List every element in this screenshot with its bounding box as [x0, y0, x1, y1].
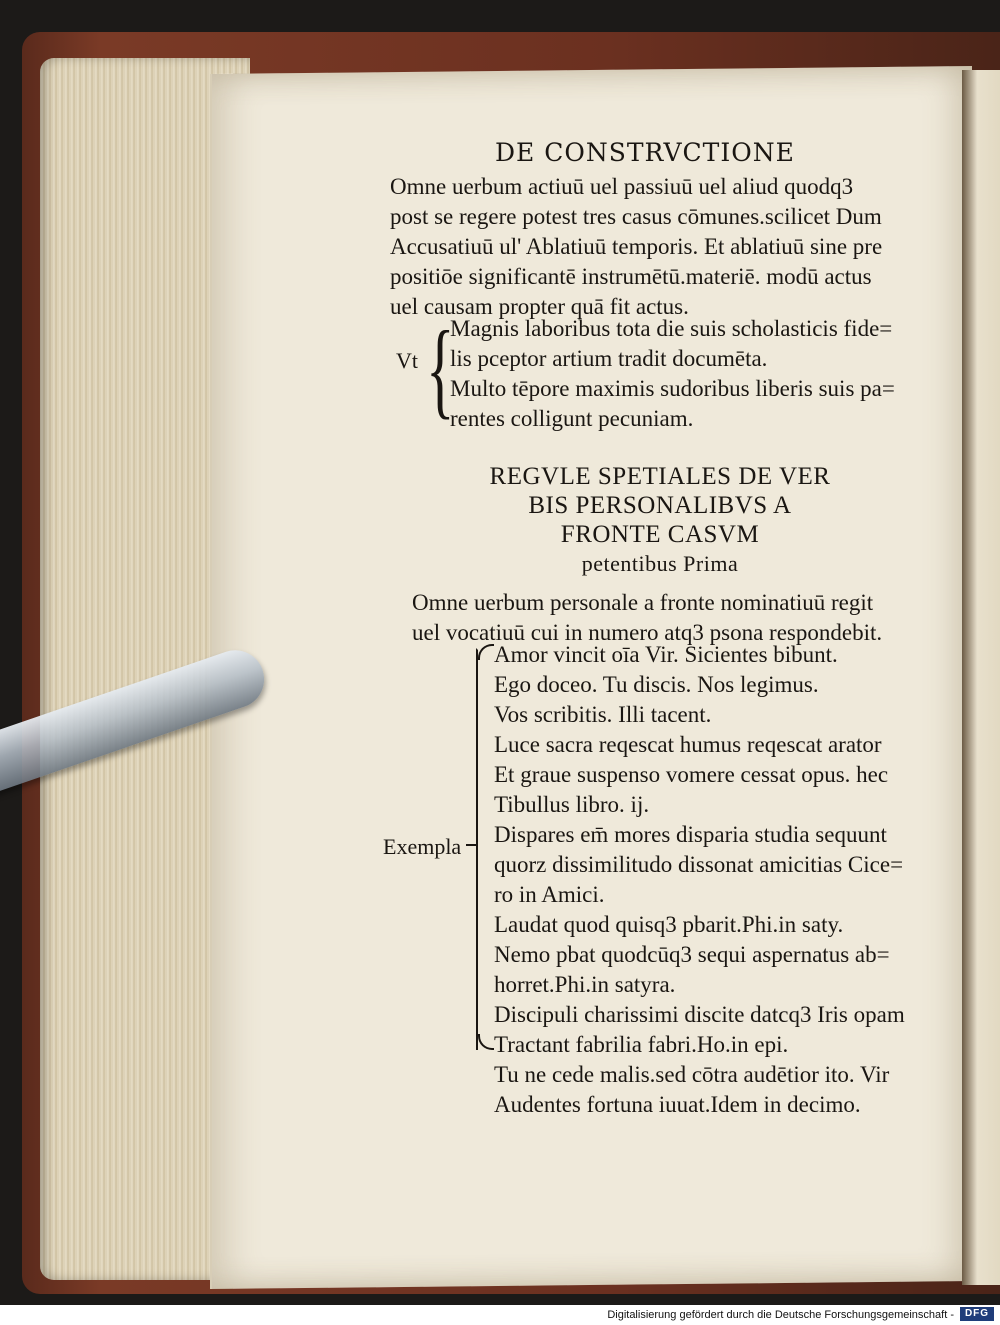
section-heading	[440, 462, 880, 578]
facing-page	[962, 70, 1000, 1285]
heading-line: BIS PERSONALIBVS A	[528, 492, 792, 519]
text-line: Tibullus libro. ij.	[494, 792, 650, 817]
text-line: uel vocatiuū cui in numero atq3 psona respondebit.	[412, 620, 883, 645]
examples-block-2	[494, 640, 905, 1120]
page-heading: DE CONSTRVCTIONE	[495, 138, 795, 167]
dfg-logo: DFG	[960, 1307, 994, 1321]
brace-glyph: {	[426, 310, 455, 429]
text-line: Accusatiuū ul' Ablatiuū temporis. Et ablatiuū sine pre	[390, 234, 883, 259]
text-line: Laudat quod quisq3 pbarit.Phi.in saty.	[494, 912, 844, 937]
bracket-point	[466, 844, 478, 858]
heading-line: FRONTE CASVM	[560, 521, 760, 548]
text-line: horret.Phi.in satyra.	[494, 972, 676, 997]
paragraph-2	[412, 588, 882, 648]
paragraph-1	[390, 172, 882, 322]
text-line: Magnis laboribus tota die suis scholasticis fide=	[450, 316, 893, 341]
text-line: quorz dissimilitudo dissonat amicitias Cice=	[494, 852, 904, 877]
text-line: Discipuli charissimi discite datcq3 Iris opam	[494, 1002, 905, 1027]
vt-label: Vt	[396, 348, 418, 373]
text-line: Omne uerbum personale a fronte nominatiuū regit	[412, 590, 874, 615]
text-line: Vos scribitis. Illi tacent.	[494, 702, 712, 727]
text-line: rentes colligunt pecuniam.	[450, 406, 694, 431]
examples-block-1	[450, 314, 895, 434]
funding-credit: Digitalisierung gefördert durch die Deutsche Forschungsgemeinschaft -	[607, 1309, 954, 1321]
text-line: Tu ne cede malis.sed cōtra audētior ito. Vir	[494, 1062, 890, 1087]
text-line: Ego doceo. Tu discis. Nos legimus.	[494, 672, 819, 697]
text-line: Nemo pbat quodcūq3 sequi aspernatus ab=	[494, 942, 890, 967]
text-line: Et graue suspenso vomere cessat opus. hec	[494, 762, 889, 787]
text-line: Dispares em̄ mores disparia studia sequunt	[494, 822, 887, 847]
text-line: Audentes fortuna iuuat.Idem in decimo.	[494, 1092, 861, 1117]
text-line: Tractant fabrilia fabri.Ho.in epi.	[494, 1032, 789, 1057]
text-line: Luce sacra reqescat humus reqescat arator	[494, 732, 882, 757]
bracket	[476, 648, 490, 1050]
text-line: positiōe significantē instrumētū.materiē. modū actus	[390, 264, 872, 289]
text-line: Omne uerbum actiuū uel passiuū uel aliud quodq3	[390, 174, 854, 199]
text-line: post se regere potest tres casus cōmunes.scilicet Dum	[390, 204, 882, 229]
text-line: lis pceptor artium tradit documēta.	[450, 346, 768, 371]
exempla-label: Exempla	[383, 834, 462, 859]
heading-subline: petentibus Prima	[581, 551, 739, 576]
heading-line: REGVLE SPETIALES DE VER	[489, 463, 831, 490]
text-line: Multo tēpore maximis sudoribus liberis suis pa=	[450, 376, 895, 401]
text-line: uel causam propter quā fit actus.	[390, 294, 689, 319]
text-line: Amor vincit oīa Vir. Sicientes bibunt.	[494, 642, 838, 667]
text-line: ro in Amici.	[494, 882, 605, 907]
